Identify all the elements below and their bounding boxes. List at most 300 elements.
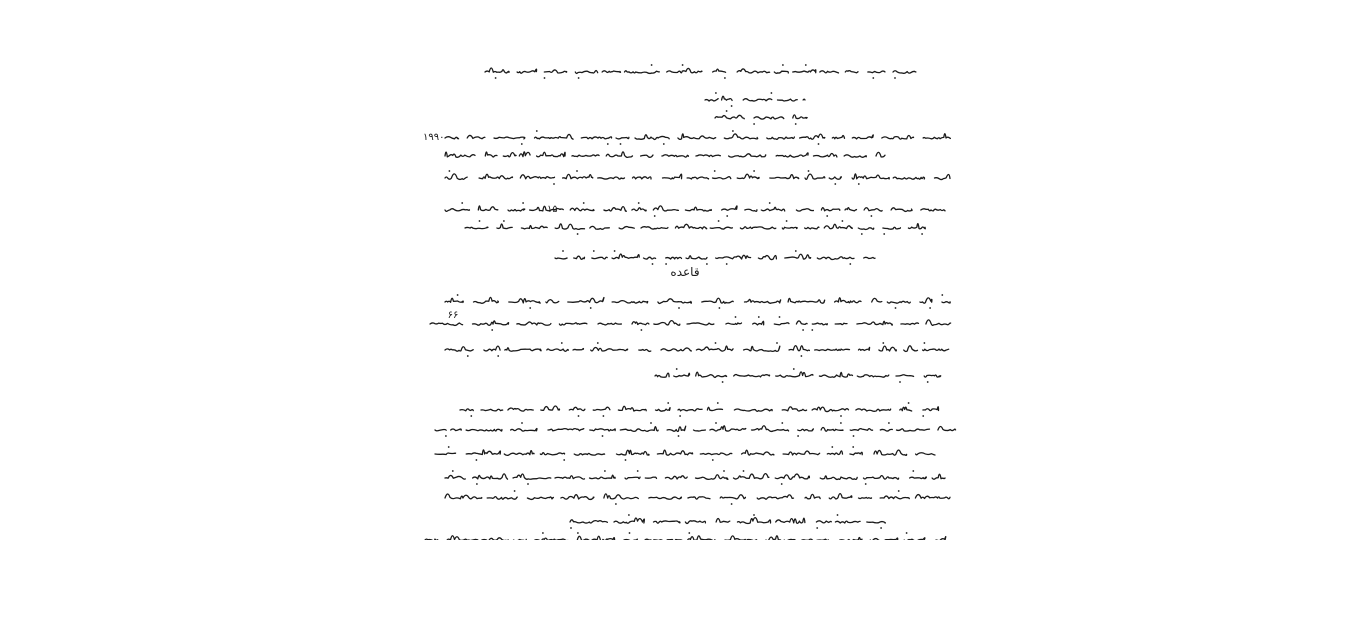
handwritten-word — [678, 409, 702, 411]
handwritten-word — [467, 135, 485, 138]
handwritten-word — [473, 474, 508, 479]
handwritten-word — [776, 372, 813, 377]
handwritten-word — [635, 135, 669, 140]
handwritten-word — [569, 407, 585, 410]
ink-dot — [717, 402, 719, 404]
handwritten-word — [783, 451, 820, 455]
handwritten-word — [859, 347, 870, 350]
handwritten-word — [757, 495, 793, 499]
handwritten-word — [590, 226, 610, 229]
handwritten-word — [705, 99, 718, 101]
handwritten-word — [742, 450, 774, 455]
handwritten-word — [782, 407, 806, 411]
ink-dot — [521, 422, 523, 424]
handwritten-word — [725, 536, 757, 540]
ink-dot — [491, 329, 493, 331]
handwritten-word — [734, 409, 772, 411]
ink-dot — [527, 483, 529, 485]
handwritten-word — [460, 409, 473, 411]
ink-dot — [712, 459, 714, 461]
ink-dot — [842, 220, 844, 222]
handwritten-word — [856, 409, 891, 412]
handwritten-word — [503, 153, 516, 157]
handwritten-word — [674, 373, 690, 377]
handwritten-word — [713, 69, 726, 72]
ink-dot — [801, 355, 803, 357]
handwritten-word — [696, 372, 727, 377]
handwritten-word — [667, 426, 686, 431]
ink-dot — [781, 483, 783, 485]
handwritten-word — [445, 475, 465, 479]
handwritten-word — [535, 134, 574, 139]
handwritten-word — [770, 175, 799, 179]
handwritten-word — [435, 430, 446, 431]
ink-dot — [577, 233, 579, 235]
handwritten-document — [405, 40, 965, 540]
handwritten-word — [591, 348, 628, 352]
handwritten-word — [776, 518, 805, 523]
handwritten-word — [788, 298, 825, 303]
ink-dot — [678, 307, 680, 309]
handwritten-word — [883, 227, 901, 229]
handwritten-word — [936, 537, 946, 540]
handwritten-word — [574, 256, 585, 259]
handwritten-word — [852, 135, 873, 139]
handwritten-word — [590, 475, 616, 479]
handwritten-word — [445, 152, 475, 157]
ink-dot — [628, 514, 630, 516]
handwritten-word — [511, 429, 537, 432]
handwritten-word — [497, 224, 512, 229]
handwritten-word — [734, 474, 769, 479]
handwritten-word — [598, 323, 621, 325]
handwritten-word — [620, 427, 658, 432]
ink-dot — [795, 250, 797, 252]
ink-dot — [753, 123, 755, 125]
handwritten-word — [876, 152, 885, 157]
handwritten-word — [758, 256, 776, 260]
ink-dot — [497, 355, 499, 357]
ink-dot — [894, 77, 896, 79]
number-66: ۶۶ — [447, 310, 459, 321]
ink-dot — [797, 435, 799, 437]
handwritten-word — [802, 539, 828, 540]
handwritten-word — [544, 70, 566, 73]
handwritten-word — [882, 135, 914, 139]
ink-dot — [906, 532, 908, 534]
handwritten-word — [658, 299, 692, 304]
ink-dot — [831, 446, 833, 448]
handwritten-word — [624, 539, 637, 540]
handwritten-word — [570, 520, 607, 523]
handwritten-word — [832, 136, 844, 139]
handwritten-word — [814, 153, 837, 157]
ink-dot — [448, 446, 450, 448]
handwritten-word — [535, 538, 568, 540]
handwritten-word — [782, 227, 797, 229]
ink-dot — [883, 233, 885, 235]
handwritten-word — [573, 349, 583, 350]
handwritten-word — [688, 497, 710, 499]
handwritten-word — [800, 134, 825, 139]
handwritten-word — [575, 71, 597, 74]
handwritten-word — [541, 406, 560, 410]
handwritten-word — [816, 521, 831, 523]
handwritten-word — [546, 300, 559, 303]
ink-dot — [553, 183, 555, 185]
ink-dot — [793, 368, 795, 370]
handwritten-word — [509, 299, 540, 304]
handwritten-word — [451, 429, 462, 431]
handwritten-word — [744, 346, 780, 351]
ink-dot — [731, 503, 733, 505]
handwritten-word — [655, 373, 669, 377]
handwritten-word — [754, 117, 784, 119]
handwritten-word — [696, 346, 733, 351]
ink-dot — [542, 532, 544, 534]
ink-dot — [544, 77, 546, 79]
handwritten-word — [675, 224, 706, 228]
handwritten-word — [844, 155, 866, 158]
handwritten-word — [663, 174, 682, 179]
handwritten-word — [685, 521, 705, 524]
handwritten-word — [537, 152, 566, 157]
ink-dot — [795, 123, 797, 125]
ink-dot — [615, 503, 617, 505]
handwritten-word — [722, 206, 737, 210]
handwritten-word — [738, 518, 771, 524]
handwritten-word — [900, 407, 912, 411]
handwritten-word — [896, 375, 914, 377]
ink-dot — [604, 470, 606, 472]
ink-dot — [706, 263, 708, 265]
handwritten-word — [654, 521, 680, 523]
handwritten-word — [696, 155, 720, 157]
handwritten-word — [559, 323, 587, 326]
handwritten-word — [812, 407, 848, 411]
handwritten-word — [619, 227, 634, 229]
ink-dot — [476, 459, 478, 461]
handwritten-word — [645, 539, 683, 540]
ink-dot — [811, 329, 813, 331]
handwritten-word — [920, 298, 932, 303]
handwritten-word — [517, 322, 551, 325]
handwritten-word — [910, 477, 927, 479]
handwritten-word — [829, 494, 852, 499]
handwritten-word — [632, 208, 646, 211]
handwritten-word — [776, 153, 808, 157]
ink-dot — [852, 446, 854, 448]
ink-dot — [654, 215, 656, 217]
ink-dot — [858, 183, 860, 185]
handwritten-word — [710, 227, 732, 229]
handwritten-word — [445, 209, 469, 212]
ink-dot — [753, 514, 755, 516]
ink-dot — [779, 316, 781, 318]
handwritten-word — [872, 298, 882, 302]
ink-dot — [597, 342, 599, 344]
ink-dot — [865, 483, 867, 485]
handwritten-word — [581, 137, 611, 139]
ink-dot — [682, 64, 684, 66]
ink-dot — [602, 435, 604, 437]
ink-dot — [776, 342, 778, 344]
handwritten-word — [678, 134, 716, 139]
ink-dot — [880, 527, 882, 529]
handwritten-word — [891, 208, 912, 212]
ink-dot — [570, 527, 572, 529]
ink-dot — [521, 143, 523, 145]
ink-dot — [614, 250, 616, 252]
handwritten-word — [688, 536, 715, 540]
handwritten-word — [662, 155, 689, 157]
ink-dot — [461, 202, 463, 204]
ink-dot — [495, 77, 497, 79]
handwritten-word — [737, 69, 770, 73]
handwritten-word — [598, 177, 625, 179]
handwritten-word — [820, 71, 839, 73]
handwritten-word — [641, 155, 653, 157]
ink-dot — [522, 202, 524, 204]
handwritten-word — [864, 208, 882, 211]
ink-dot — [452, 470, 454, 472]
ink-dot — [536, 130, 538, 132]
ink-dot — [715, 92, 717, 94]
handwritten-word — [614, 518, 644, 523]
handwritten-word — [774, 323, 789, 325]
handwritten-word — [570, 208, 594, 211]
ink-dot — [921, 233, 923, 235]
handwritten-word — [775, 474, 809, 479]
handwritten-word — [923, 349, 949, 351]
ink-dot — [583, 202, 585, 204]
handwritten-word — [602, 71, 620, 73]
ink-dot — [563, 459, 565, 461]
ink-dot — [650, 422, 652, 424]
handwritten-word — [445, 347, 473, 351]
handwritten-word — [612, 301, 648, 304]
handwritten-word — [612, 254, 639, 259]
ink-dot — [514, 490, 516, 492]
ink-dot — [476, 483, 478, 485]
ink-dot — [882, 342, 884, 344]
handwritten-word — [868, 71, 885, 73]
ink-dot — [924, 342, 926, 344]
handwritten-word — [752, 426, 789, 432]
ink-dot — [467, 355, 469, 357]
handwritten-word — [593, 407, 610, 410]
handwritten-word — [835, 298, 861, 303]
ink-dot — [445, 435, 447, 437]
handwritten-word — [696, 475, 728, 480]
handwritten-word — [665, 476, 687, 479]
handwritten-word — [625, 71, 660, 74]
ink-dot — [805, 64, 807, 66]
handwritten-word — [870, 538, 897, 540]
handwritten-word — [766, 536, 795, 540]
ink-dot — [470, 415, 472, 417]
handwritten-word — [484, 346, 500, 351]
ink-dot — [724, 77, 726, 79]
ink-dot — [449, 170, 451, 172]
ink-dot — [872, 77, 874, 79]
handwritten-word — [850, 452, 862, 455]
ink-dot — [840, 422, 842, 424]
ink-dot — [714, 170, 716, 172]
handwritten-word — [901, 323, 919, 325]
handwritten-word — [687, 177, 708, 179]
handwritten-word — [604, 207, 626, 212]
handwritten-word — [880, 496, 909, 499]
ink-dot — [676, 368, 678, 370]
handwritten-word — [761, 207, 784, 211]
ink-dot — [663, 143, 665, 145]
handwritten-word — [667, 68, 702, 72]
ink-dot — [726, 110, 728, 112]
handwritten-word — [666, 257, 682, 259]
handwritten-word — [700, 453, 732, 455]
handwritten-word — [778, 99, 798, 101]
handwritten-word — [686, 256, 707, 259]
handwritten-word — [445, 174, 467, 180]
number-150: ۱۵۰ — [546, 204, 564, 215]
handwritten-word — [479, 174, 512, 179]
handwritten-word — [618, 406, 646, 411]
ink-dot — [861, 233, 863, 235]
handwritten-word — [908, 224, 925, 229]
ink-dot — [840, 415, 842, 417]
ink-dot — [781, 422, 783, 424]
handwritten-word — [805, 227, 819, 229]
handwritten-word — [447, 536, 478, 540]
ink-dot — [941, 294, 943, 296]
handwritten-word — [805, 494, 820, 498]
ink-dot — [899, 381, 901, 383]
handwritten-word — [487, 497, 517, 500]
handwritten-word — [577, 536, 614, 540]
ink-dot — [818, 143, 820, 145]
handwritten-word — [694, 430, 706, 431]
ink-dot — [826, 215, 828, 217]
number-1990: ۱۹۹۰ — [423, 132, 445, 143]
ink-dot — [735, 316, 737, 318]
handwritten-word — [466, 429, 502, 431]
handwritten-word — [789, 346, 809, 351]
handwritten-word — [425, 539, 438, 540]
handwritten-word — [879, 346, 896, 351]
ink-dot — [837, 514, 839, 516]
handwritten-word — [685, 207, 711, 211]
handwritten-word — [520, 175, 554, 179]
ink-dot — [578, 77, 580, 79]
handwritten-word — [715, 115, 744, 118]
ink-dot — [758, 316, 760, 318]
ink-dot — [590, 307, 592, 309]
ink-dot — [561, 342, 563, 344]
ink-dot — [802, 329, 804, 331]
handwritten-word — [649, 497, 682, 499]
ink-dot — [816, 527, 818, 529]
ink-dot — [726, 263, 728, 265]
handwritten-word — [829, 177, 841, 179]
handwritten-word — [874, 450, 907, 455]
handwritten-word — [897, 429, 930, 431]
ink-dot — [652, 263, 654, 265]
handwritten-word — [835, 521, 860, 523]
handwritten-word — [803, 99, 805, 100]
handwritten-word — [633, 177, 652, 179]
handwritten-word — [923, 134, 950, 139]
ink-dot — [576, 170, 578, 172]
handwritten-word — [504, 451, 534, 456]
handwritten-word — [590, 429, 615, 431]
handwritten-word — [716, 255, 751, 259]
ink-dot — [731, 105, 733, 107]
handwritten-word — [796, 321, 807, 324]
handwritten-word — [707, 407, 722, 410]
ink-dot — [834, 183, 836, 185]
handwritten-word — [656, 408, 671, 411]
handwritten-word — [616, 137, 629, 139]
handwritten-word — [880, 429, 892, 431]
handwritten-word — [517, 69, 536, 73]
ink-dot — [726, 215, 728, 217]
handwritten-word — [657, 450, 692, 455]
handwritten-word — [661, 348, 691, 351]
handwritten-word — [606, 152, 632, 157]
ink-dot — [922, 415, 924, 417]
ink-dot — [637, 470, 639, 472]
handwritten-word — [555, 258, 567, 259]
handwritten-word — [713, 177, 731, 179]
handwritten-word — [505, 348, 541, 351]
ink-dot — [603, 415, 605, 417]
handwritten-word — [745, 299, 781, 303]
handwritten-word — [845, 71, 858, 73]
handwritten-word — [710, 426, 746, 431]
handwritten-word — [743, 99, 772, 101]
ink-dot — [888, 422, 890, 424]
handwritten-word — [793, 70, 816, 73]
handwritten-word — [942, 302, 950, 303]
handwritten-word — [508, 408, 533, 411]
handwritten-word — [821, 427, 843, 431]
ink-dot — [629, 532, 631, 534]
handwritten-word — [716, 519, 730, 523]
ink-dot — [723, 470, 725, 472]
handwritten-word — [519, 152, 530, 157]
ink-dot — [753, 170, 755, 172]
handwritten-word — [815, 349, 850, 351]
ink-dot — [678, 435, 680, 437]
handwritten-word — [812, 323, 827, 325]
handwritten-word — [817, 257, 854, 260]
handwritten-word — [824, 224, 852, 228]
ink-dot — [929, 307, 931, 309]
ink-dot — [625, 459, 627, 461]
ink-dot — [786, 220, 788, 222]
handwritten-word — [514, 539, 527, 540]
handwritten-word — [478, 206, 498, 211]
ink-dot — [771, 92, 773, 94]
handwritten-word — [702, 298, 733, 303]
heading-qaede: قاعده — [670, 265, 700, 279]
handwritten-word — [722, 96, 733, 100]
ink-dot — [638, 202, 640, 204]
handwritten-word — [893, 71, 916, 74]
handwritten-word — [740, 227, 775, 229]
handwritten-word — [465, 227, 488, 229]
